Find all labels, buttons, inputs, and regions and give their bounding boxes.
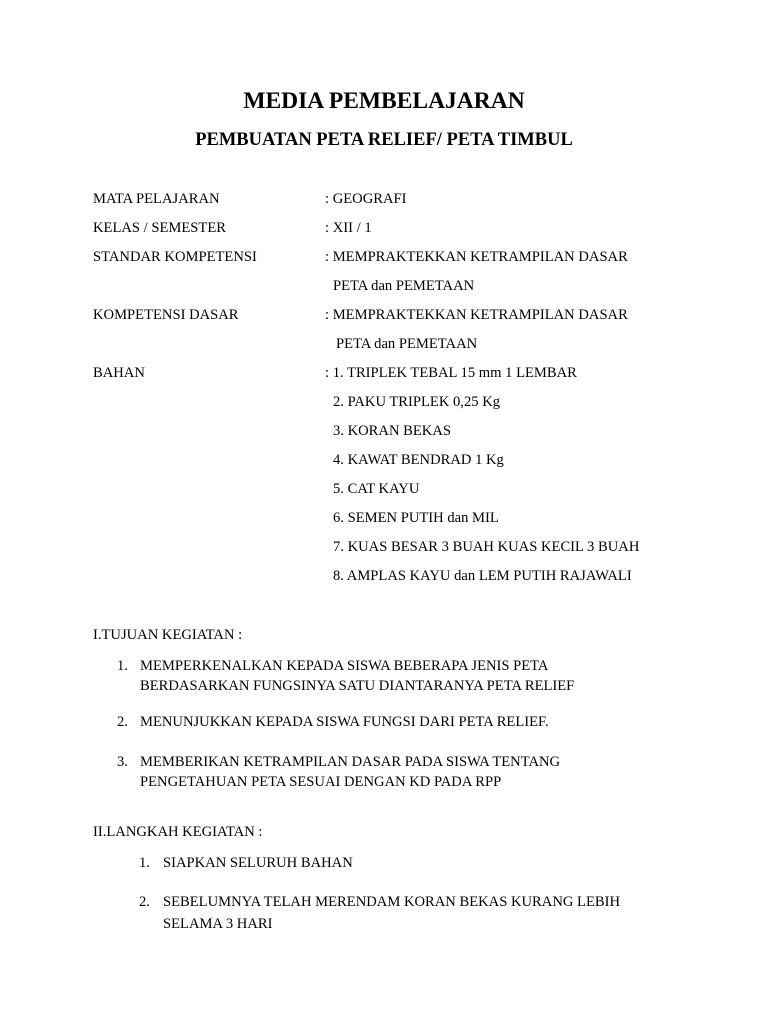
bahan-item: 4. KAWAT BENDRAD 1 Kg [333,452,504,468]
bahan-item: 5. CAT KAYU [333,481,420,497]
bahan-item: 6. SEMEN PUTIH dan MIL [333,510,499,526]
list-text: MENUNJUKKAN KEPADA SISWA FUNGSI DARI PETA RELIEF. [140,714,549,730]
document-title: MEDIA PEMBELAJARAN [243,88,525,114]
standar-kompetensi-label: STANDAR KOMPETENSI [93,249,257,265]
list-text: SELAMA 3 HARI [163,916,273,932]
list-text: BERDASARKAN FUNGSINYA SATU DIANTARANYA PETA RELIEF [140,678,575,694]
standar-kompetensi-value: : MEMPRAKTEKKAN KETRAMPILAN DASAR [325,249,628,265]
bahan-item: 8. AMPLAS KAYU dan LEM PUTIH RAJAWALI [333,568,632,584]
list-number: 2. [139,894,150,910]
bahan-item: : 1. TRIPLEK TEBAL 15 mm 1 LEMBAR [325,365,577,381]
standar-kompetensi-cont: PETA dan PEMETAAN [333,278,475,294]
bahan-item: 3. KORAN BEKAS [333,423,451,439]
bahan-item: 2. PAKU TRIPLEK 0,25 Kg [333,394,501,410]
list-number: 1. [117,658,128,674]
bahan-label: BAHAN [93,365,145,381]
list-number: 3. [117,754,128,770]
tujuan-heading: I.TUJUAN KEGIATAN : [93,627,243,643]
kompetensi-dasar-value: : MEMPRAKTEKKAN KETRAMPILAN DASAR [325,307,628,323]
list-text: MEMPERKENALKAN KEPADA SISWA BEBERAPA JENIS PETA [140,658,549,674]
list-text: SIAPKAN SELURUH BAHAN [163,855,353,871]
list-number: 2. [117,714,128,730]
langkah-heading: II.LANGKAH KEGIATAN : [93,824,263,840]
mata-pelajaran-value: : GEOGRAFI [325,191,407,207]
list-number: 1. [139,855,150,871]
list-text: SEBELUMNYA TELAH MERENDAM KORAN BEKAS KURANG LEBIH [163,894,621,910]
list-text: MEMBERIKAN KETRAMPILAN DASAR PADA SISWA TENTANG [140,754,561,770]
kompetensi-dasar-cont: PETA dan PEMETAAN [336,336,478,352]
kelas-label: KELAS / SEMESTER [93,220,226,236]
list-text: PENGETAHUAN PETA SESUAI DENGAN KD PADA RPP [140,774,502,790]
mata-pelajaran-label: MATA PELAJARAN [93,191,220,207]
document-subtitle: PEMBUATAN PETA RELIEF/ PETA TIMBUL [195,130,573,150]
kompetensi-dasar-label: KOMPETENSI DASAR [93,307,239,323]
bahan-item: 7. KUAS BESAR 3 BUAH KUAS KECIL 3 BUAH [333,539,640,555]
kelas-value: : XII / 1 [325,220,372,236]
